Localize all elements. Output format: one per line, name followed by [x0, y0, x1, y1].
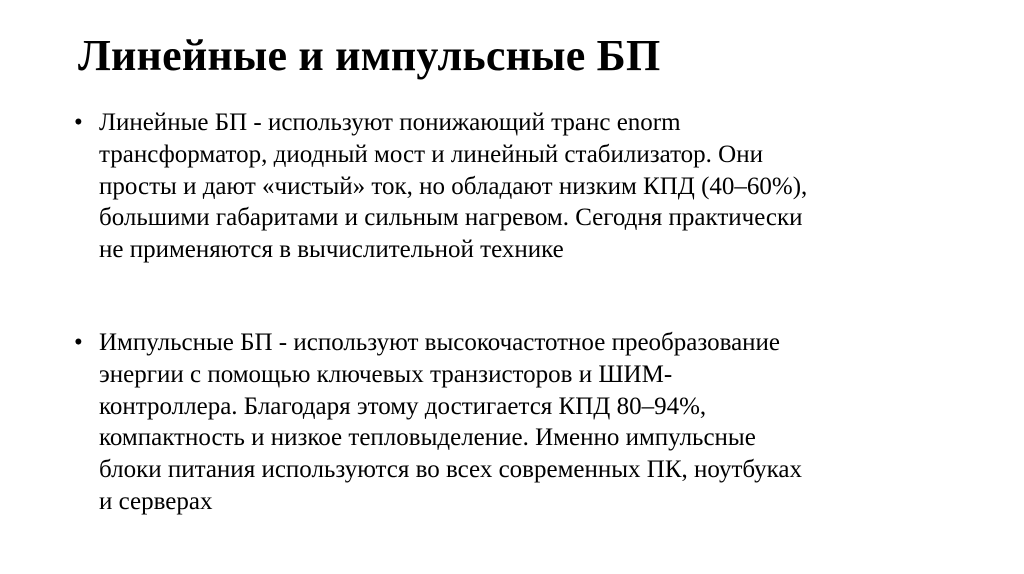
- bullet-text-line: Импульсные БП - используют высокочастотное преобразование: [99, 328, 781, 356]
- bullet-text-line: блоки питания используются во всех современных ПК, ноутбуках: [99, 456, 803, 484]
- bullet-text-line: контроллера. Благодаря этому достигается КПД 80–94%,: [99, 392, 707, 420]
- bullet-text-line: Линейные БП - используют понижающий транс enorm: [99, 109, 681, 136]
- bullet-text-line: не применяются в вычислительной технике: [99, 236, 564, 264]
- bullet-text-line: компактность и низкое тепловыделение. Именно импульсные: [99, 424, 756, 452]
- bullet-text-line: трансформатор, диодный мост и линейный стабилизатор. Они: [99, 140, 763, 168]
- bullet-list: [74, 107, 954, 518]
- slide-title: Линейные и импульсные БП: [78, 31, 661, 80]
- bullet-linear-psu: [74, 107, 954, 266]
- bullet-dot-icon: •: [74, 328, 83, 356]
- bullet-switching-psu: [74, 327, 954, 518]
- bullet-text-line: большими габаритами и сильным нагревом. Сегодня практически: [99, 204, 803, 232]
- bullet-text-line: просты и дают «чистый» ток, но обладают низким КПД (40–60%),: [99, 172, 808, 200]
- bullet-text-line: и серверах: [99, 487, 213, 515]
- bullet-text-line: энергии с помощью ключевых транзисторов и ШИМ-: [99, 360, 673, 388]
- bullet-dot-icon: •: [74, 109, 83, 136]
